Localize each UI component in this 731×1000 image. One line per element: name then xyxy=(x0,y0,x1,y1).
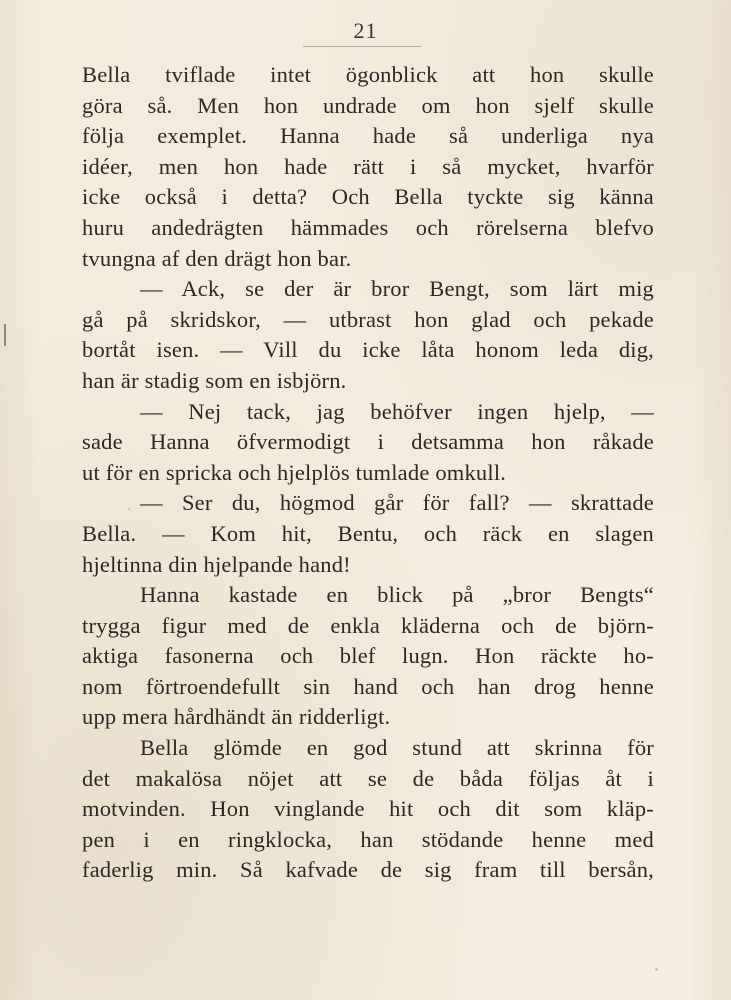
text-line: motvinden. Hon vinglande hit och dit som kläp- xyxy=(82,796,654,822)
text-line: hjeltinna din hjelpande hand! xyxy=(82,551,351,577)
text-line: aktiga fasonerna och blef lugn. Hon räckte ho- xyxy=(82,643,654,669)
text-line: faderlig min. Så kafvade de sig fram till bersån, xyxy=(82,857,654,883)
text-line: huru andedrägten hämmades och rörelserna blefvo xyxy=(82,214,654,240)
text-line: icke också i detta? Och Bella tyckte sig känna xyxy=(82,184,654,210)
text-line: Bella. — Kom hit, Bentu, och räck en slagen xyxy=(82,520,654,546)
text-line: pen i en ringklocka, han stödande henne med xyxy=(82,826,654,852)
text-line: Hanna kastade en blick på „bror Bengts“ xyxy=(140,582,654,608)
text-line: — Ser du, högmod går för fall? — skrattade xyxy=(140,490,654,516)
text-line: upp mera hårdhändt än ridderligt. xyxy=(82,704,391,730)
text-line: tvungna af den drägt hon bar. xyxy=(82,245,352,271)
text-line: nom förtroendefullt sin hand och han drog henne xyxy=(82,673,654,699)
text-line: göra så. Men hon undrade om hon sjelf skulle xyxy=(82,92,654,118)
paper-speck xyxy=(655,968,658,971)
text-line: bortåt isen. — Vill du icke låta honom leda dig, xyxy=(82,337,654,363)
page-number: 21 xyxy=(353,18,378,43)
text-line: idéer, men hon hade rätt i så mycket, hvarför xyxy=(82,153,654,179)
text-line: följa exemplet. Hanna hade så underliga nya xyxy=(82,123,654,149)
text-line: ut för en spricka och hjelplös tumlade omkull. xyxy=(82,459,507,485)
text-line: det makalösa nöjet att se de båda följas åt i xyxy=(82,765,654,791)
text-line: — Nej tack, jag behöfver ingen hjelp, — xyxy=(140,398,654,424)
text-line: Bella glömde en god stund att skrinna för xyxy=(140,735,654,761)
text-line: han är stadig som en isbjörn. xyxy=(82,367,347,393)
text-line: sade Hanna öfvermodigt i detsamma hon råkade xyxy=(82,429,654,455)
text-line: trygga figur med de enkla kläderna och de björn- xyxy=(82,612,654,638)
body-text xyxy=(82,60,654,886)
text-line: gå på skridskor, — utbrast hon glad och pekade xyxy=(82,306,654,332)
text-line: Bella tviflade intet ögonblick att hon skulle xyxy=(82,62,654,87)
margin-mark xyxy=(4,324,6,346)
header-rule xyxy=(303,46,421,47)
text-line: — Ack, se der är bror Bengt, som lärt mig xyxy=(140,276,654,302)
